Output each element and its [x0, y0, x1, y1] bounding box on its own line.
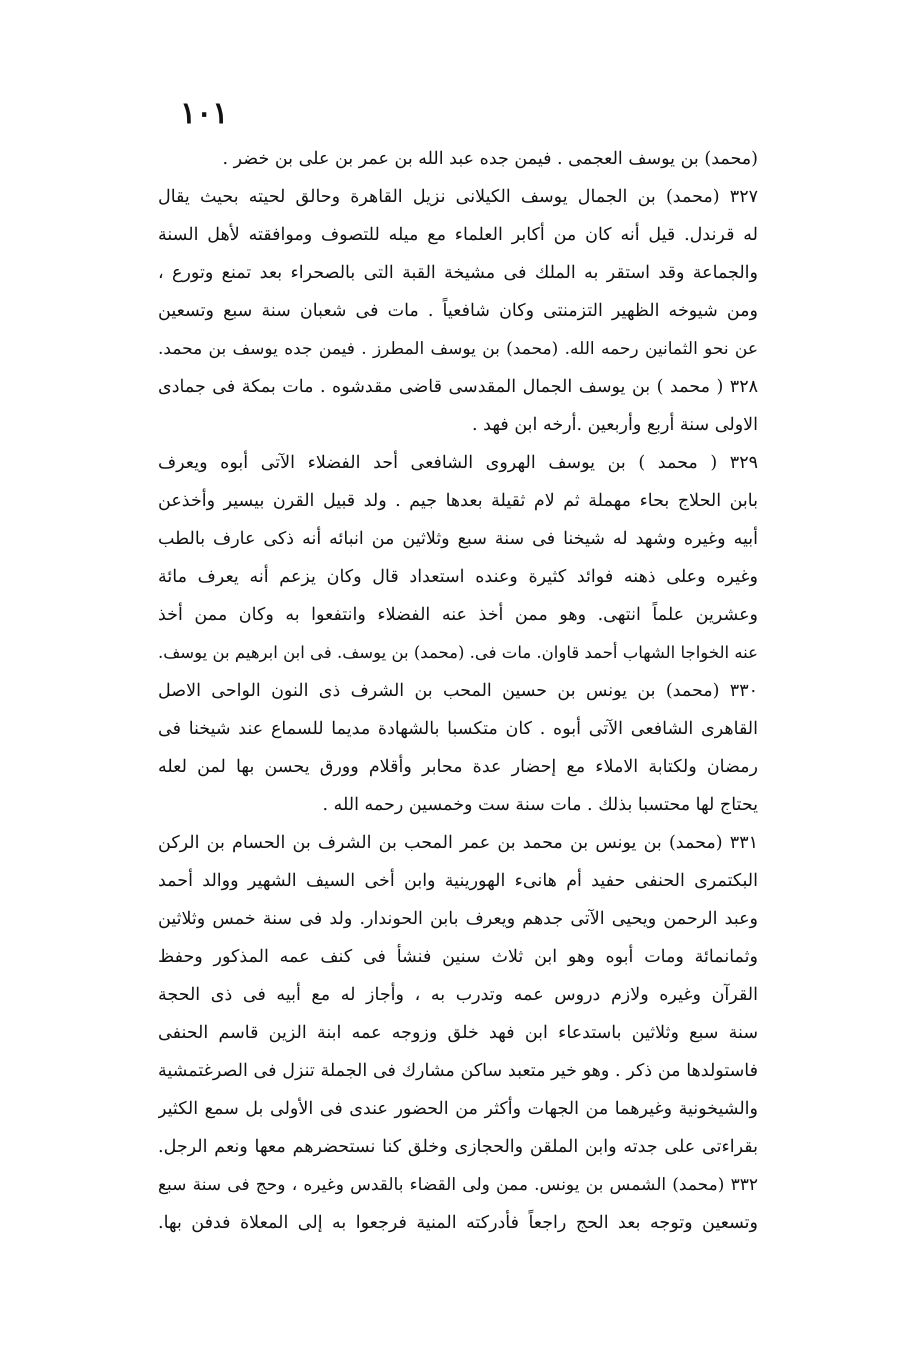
text-line: ٣٣١ (محمد) بن يونس بن محمد بن عمر المحب بن الشرف بن الحسام بن الركن [158, 833, 758, 853]
text-line: ٣٣٢ (محمد) الشمس بن يونس. ممن ولى القضاء بالقدس وغيره ، وحج فى سنة سبع [158, 1175, 758, 1195]
text-line: وتسعين وتوجه بعد الحج راجعاً فأدركته المنية فرجعوا به إلى المعلاة فدفن بها. [158, 1213, 758, 1233]
text-line: (محمد) بن يوسف العجمى . فيمن جده عبد الله بن عمر بن على بن خضر . [222, 149, 758, 169]
text-line: ٣٢٨ ( محمد ) بن يوسف الجمال المقدسى قاضى مقدشوه . مات بمكة فى جمادى [158, 377, 758, 397]
text-line: البكتمرى الحنفى حفيد أم هانىء الهورينية وابن أخى السيف الشهير ووالد أحمد [158, 871, 758, 891]
text-line: ومن شيوخه الظهير التزمنتى وكان شافعياً . مات فى شعبان سنة سبع وتسعين [158, 301, 758, 321]
text-line: ٣٣٠ (محمد) بن يونس بن حسين المحب بن الشرف ذى النون الواحى الاصل [158, 681, 758, 701]
text-line: سنة سبع وثلاثين باستدعاء ابن فهد خلق وزوجه عمه ابنة الزين قاسم الحنفى [158, 1023, 758, 1043]
text-line: يحتاج لها محتسبا بذلك . مات سنة ست وخمسين رحمه الله . [322, 795, 758, 815]
text-line: أبيه وغيره وشهد له شيخنا فى سنة سبع وثلاثين من انبائه أنه ذكى عارف بالطب [158, 529, 758, 549]
text-line: بقراءتى على جدته وابن الملقن والحجازى وخلق كنا نستحضرهم معها ونعم الرجل. [158, 1137, 758, 1157]
text-line: وعبد الرحمن ويحيى الآتى جدهم ويعرف بابن الحوندار. ولد فى سنة خمس وثلاثين [158, 909, 758, 929]
text-line: رمضان ولكتابة الاملاء مع إحضار عدة محابر وأقلام وورق يحسن بها لمن لعله [158, 757, 758, 777]
body-text [158, 140, 758, 1242]
text-line: ٣٢٧ (محمد) بن الجمال يوسف الكيلانى نزيل القاهرة وحالق لحيته بحيث يقال [158, 187, 758, 207]
text-line: القاهرى الشافعى الآتى أبوه . كان متكسبا بالشهادة مديما للسماع عند شيخنا فى [158, 719, 758, 739]
text-line: الاولى سنة أربع وأربعين .أرخه ابن فهد . [472, 415, 758, 435]
text-line: ٣٢٩ ( محمد ) بن يوسف الهروى الشافعى أحد الفضلاء الآتى أبوه ويعرف [158, 453, 758, 473]
text-line: وعشرين علماً انتهى. وهو ممن أخذ عنه الفضلاء وانتفعوا به وكان ممن أخذ [158, 605, 758, 625]
text-line: والجماعة وقد استقر به الملك فى مشيخة القبة التى بالصحراء بعد تمنع وتورع ، [158, 263, 758, 283]
text-line: بابن الحلاج بحاء مهملة ثم لام ثقيلة بعدها جيم . ولد قبيل القرن بيسير وأخذعن [158, 491, 758, 511]
text-line: وغيره وعلى ذهنه فوائد كثيرة وعنده استعداد قال وكان يزعم أنه يعرف مائة [158, 567, 758, 587]
text-line: وثمانمائة ومات أبوه وهو ابن ثلاث سنين فنشأ فى كنف عمه المذكور وحفظ [158, 947, 758, 967]
text-line: عنه الخواجا الشهاب أحمد قاوان. مات فى. (محمد) بن يوسف. فى ابن ابرهيم بن يوسف. [158, 643, 758, 662]
text-line: عن نحو الثمانين رحمه الله. (محمد) بن يوسف المطرز . فيمن جده يوسف بن محمد. [158, 339, 758, 359]
text-line: فاستولدها من ذكر . وهو خير متعبد ساكن مشارك فى الجملة تنزل فى الصرغتمشية [158, 1061, 758, 1081]
text-line: القرآن وغيره ولازم دروس عمه وتدرب به ، وأجاز له مع أبيه فى ذى الحجة [158, 985, 758, 1005]
page-number: ١٠١ [180, 96, 229, 131]
text-line: والشيخونية وغيرهما من الجهات وأكثر من الحضور عندى فى الأولى بل سمع الكثير [158, 1099, 758, 1119]
text-line: له قرندل. قيل أنه كان من أكابر العلماء مع ميله للتصوف وموافقته لأهل السنة [158, 225, 758, 245]
